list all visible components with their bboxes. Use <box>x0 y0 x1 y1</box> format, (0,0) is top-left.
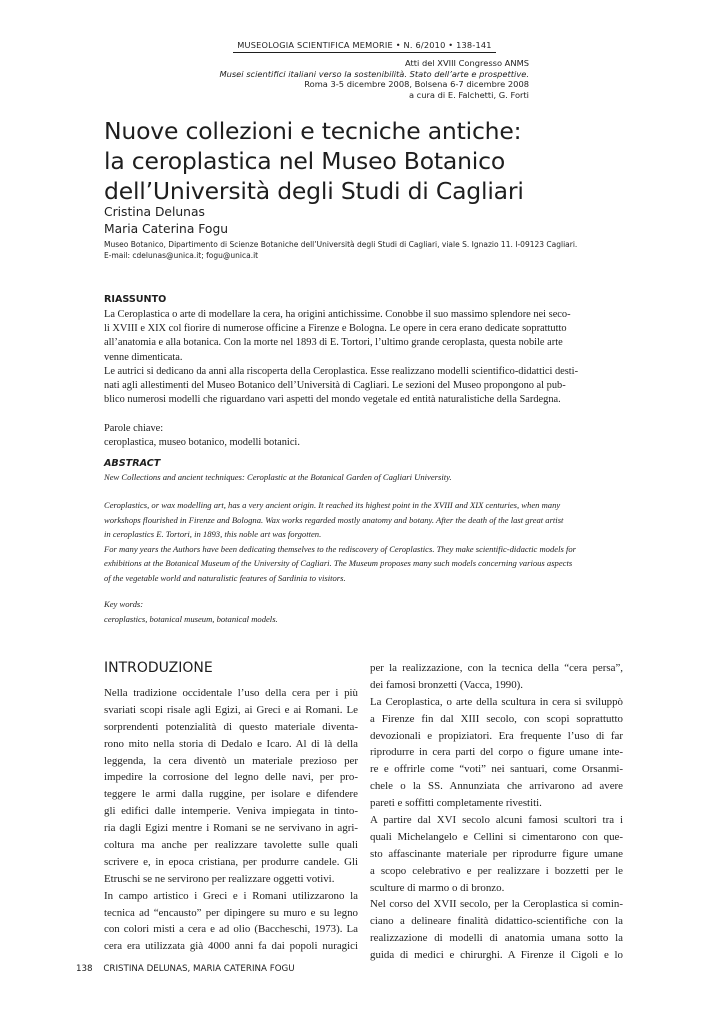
keywords-english <box>104 597 624 626</box>
text-line: sto affascinante materiale per riprodurre figure umane <box>370 847 623 860</box>
page-number: 138 <box>76 964 93 974</box>
keywords-label: Key words: <box>104 599 144 609</box>
body-column-left <box>104 685 358 955</box>
body-column-right <box>370 660 623 964</box>
text-line: pareti e soffitti completamente rivestiti. <box>370 797 542 810</box>
running-head: MUSEOLOGIA SCIENTIFICA MEMORIE • N. 6/2010 • 138-141 <box>233 40 496 53</box>
text-line: in ceroplastics E. Tortori, in 1893, this noble art was forgotten. <box>104 529 322 540</box>
footer-authors: CRISTINA DELUNAS, MARIA CATERINA FOGU <box>103 964 295 974</box>
text-line: gli edifici dalle intemperie. Veniva impiegata in tinto- <box>104 805 358 818</box>
text-line: chele o la SS. Annunziata che arrivarono ad avere <box>370 780 623 793</box>
text-line: re e offrirle come “voti” nei santuari, come Orsanmi- <box>370 763 623 776</box>
text-line: A partire dal XVI secolo alcuni famosi scultori tra i <box>370 814 623 827</box>
text-line: a Firenze fin dal XIII secolo, con scopi soprattutto <box>370 712 623 725</box>
congress-editors: a cura di E. Falchetti, G. Forti <box>408 89 529 100</box>
abstract-body <box>104 498 624 586</box>
keywords-label: Parole chiave: <box>104 423 164 434</box>
keywords-italian <box>104 422 624 450</box>
text-line: impedire la corrosione del legno delle navi, per pro- <box>104 771 358 784</box>
text-line: sculture di marmo o di bronzo. <box>370 881 505 894</box>
riassunto-body <box>104 308 624 407</box>
affiliation-address: Museo Botanico, Dipartimento di Scienze Botaniche dell’Università degli Studi di Cagliari, viale S. Ignazio 11. I-09123 Cagliari. <box>104 240 578 249</box>
text-line: svariati scopi risale agli Egizi, ai Greci e ai Romani. Le <box>104 703 358 716</box>
article-title <box>104 116 664 206</box>
text-line: La Ceroplastica o arte di modellare la cera, ha origini antichissime. Conobbe il suo massimo splendore nei seco- <box>104 309 571 320</box>
text-line: blico numerosi modelli che riguardano vari aspetti del mondo vegetale ed entità naturalistiche della Sardegna. <box>104 394 561 406</box>
text-line: a scopo celebrativo e per realizzare i bozzetti per le <box>370 864 623 877</box>
text-line: teggere le armi dalla ruggine, per isolare e difendere <box>104 788 358 801</box>
text-line: per la realizzazione, con la tecnica della “cera persa”, <box>370 662 623 674</box>
congress-dates: Roma 3-5 dicembre 2008, Bolsena 6-7 dicembre 2008 <box>304 79 529 90</box>
text-line: li XVIII e XIX col fiorire di numerose officine a Firenze e Bologna. Le opere in cera erano dedicate soprattutto <box>104 323 567 335</box>
keywords-list: ceroplastics, botanical museum, botanical models. <box>104 613 278 624</box>
congress-title: Atti del XVIII Congresso ANMS <box>404 58 529 68</box>
author-affiliation <box>104 239 664 261</box>
text-line: con colori misti a cera e ad olio (Baccheschi, 1973). La <box>104 923 358 936</box>
text-line: quali Michelangelo e Cellini si cimentarono con que- <box>370 830 623 843</box>
text-line: ciano a delineare finalità didattico-scientifiche con la <box>370 915 623 928</box>
text-line: tecnica ad “encausto” per dipingere su muro e su legno <box>104 906 358 919</box>
title-line: dell’Università degli Studi di Cagliari <box>104 177 524 205</box>
text-line: of the vegetable world and naturalistic features of Sardinia to visitors. <box>104 572 346 583</box>
text-line: exhibitions at the Botanical Museum of the University of Cagliari. The Museum proposes many such models concerning various aspects <box>104 558 573 569</box>
text-line: venne dimenticata. <box>104 351 183 363</box>
text-line: sorprendenti potenzialità di questo materiale diventa- <box>104 720 358 733</box>
title-line: la ceroplastica nel Museo Botanico <box>104 147 506 175</box>
text-line: Ceroplastics, or wax modelling art, has a very ancient origin. It reached its highest point in the XVIII and XIX centuries, when many <box>104 500 561 510</box>
text-line: workshops flourished in Firenze and Bologna. Wax works regarded mostly anatomy and botany. After the death of the last great artist <box>104 514 564 525</box>
author-name: Maria Caterina Fogu <box>104 222 229 236</box>
text-line: ria dagli Egizi mentre i Romani se ne servivano in agri- <box>104 822 358 835</box>
congress-theme: Musei scientifici italiani verso la sostenibilità. Stato dell’arte e prospettive. <box>219 68 529 79</box>
page-footer <box>76 964 295 974</box>
text-line: In campo artistico i Greci e i Romani utilizzarono la <box>104 889 358 902</box>
text-line: nati agli allestimenti del Museo Botanico dell’Università di Cagliari. Le sezioni del Museo propongono al pub- <box>104 380 566 392</box>
text-line: rono mito nella storia di Dedalo e Icaro. Al di là della <box>104 737 358 750</box>
text-line: all’anatomia e alla botanica. Con la morte nel 1893 di E. Tortori, l’ultimo grande ceroplasta, questa nobile arte <box>104 337 563 349</box>
abstract-subtitle: New Collections and ancient techniques: Ceroplastic at the Botanical Garden of Cagliari University. <box>104 472 452 482</box>
abstract-heading: ABSTRACT <box>104 458 161 469</box>
text-line: Etruschi se ne servirono per realizzare oggetti votivi. <box>104 872 335 885</box>
introduzione-heading: INTRODUZIONE <box>104 660 213 676</box>
text-line: La Ceroplastica, o arte della scultura in cera si sviluppò <box>370 695 623 708</box>
text-line: dei famosi bronzetti (Vacca, 1990). <box>370 678 524 691</box>
text-line: devozionali e propiziatori. Era frequente l’uso di far <box>370 729 623 742</box>
text-line: coltura ma anche per realizzare tavolette sulle quali <box>104 839 358 852</box>
riassunto-heading: RIASSUNTO <box>104 294 167 305</box>
text-line: riprodurre in cera parti del corpo o figure umane inte- <box>370 746 623 759</box>
text-line: Nella tradizione occidentale l’uso della cera per i più <box>104 687 358 699</box>
text-line: For many years the Authors have been dedicating themselves to the rediscovery of Ceroplastics. They make scientific-didactic models for <box>104 543 576 554</box>
affiliation-email: E-mail: cdelunas@unica.it; fogu@unica.it <box>104 251 259 260</box>
text-line: cera era utilizzata già 4000 anni fa dai popoli nuragici <box>104 940 358 953</box>
congress-info <box>109 58 529 100</box>
text-line: guida di medici e chirurghi. A Firenze il Cigoli e lo <box>370 949 623 962</box>
text-line: realizzazione di modelli di anatomia umana sotto la <box>370 932 623 945</box>
text-line: Le autrici si dedicano da anni alla riscoperta della Ceroplastica. Esse realizzano modelli scientifico-didattici desti- <box>104 365 579 377</box>
text-line: leggenda, la cera diventò un materiale prezioso per <box>104 754 358 767</box>
text-line: scrivere e, in epoca cristiana, per produrre candele. Gli <box>104 855 358 868</box>
title-line: Nuove collezioni e tecniche antiche: <box>104 117 522 145</box>
author-name: Cristina Delunas <box>104 205 205 219</box>
text-line: Nel corso del XVII secolo, per la Ceroplastica si comin- <box>370 898 623 911</box>
keywords-list: ceroplastica, museo botanico, modelli botanici. <box>104 437 300 449</box>
